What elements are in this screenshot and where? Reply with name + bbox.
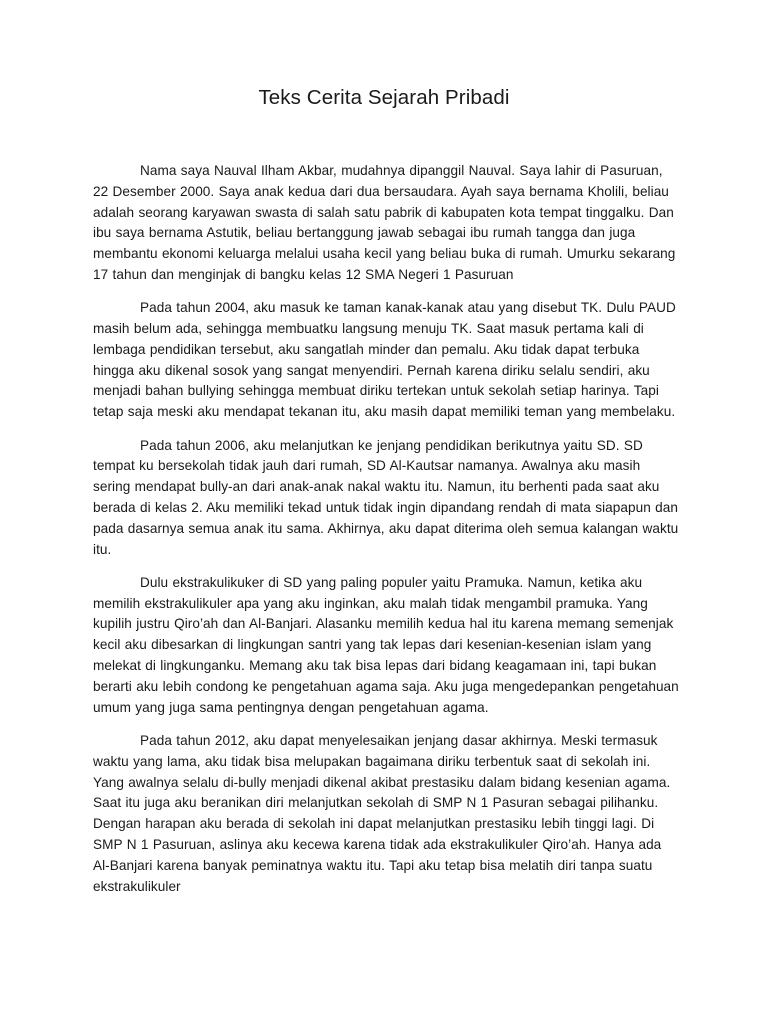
paragraph: Pada tahun 2004, aku masuk ke taman kanak-kanak atau yang disebut TK. Dulu PAUD masih belum ada, sehingga membuatku langsung menuju TK. Saat masuk pertama kali di lembaga pendidikan tersebut, aku sangatlah minder dan pemalu. Aku tidak dapat terbuka hingga aku dikenal sosok yang sangat menyendiri. Pernah karena diriku selalu sendiri, aku menjadi bahan bullying sehingga membuat diriku tertekan untuk sekolah setiap harinya. Tapi tetap saja meski aku mendapat tekanan itu, aku masih dapat memiliki teman yang membelaku. — [93, 300, 676, 420]
document-title: Teks Cerita Sejarah Pribadi — [258, 86, 510, 109]
paragraph: Dulu ekstrakulikuker di SD yang paling populer yaitu Pramuka. Namun, ketika aku memilih ekstrakulikuler apa yang aku inginkan, aku malah tidak mengambil pramuka. Yang kupilih justru Qiro’ah dan Al-Banjari. Alasanku memilih kedua hal itu karena memang semenjak kecil aku dibesarkan di lingkungan santri yang tak lepas dari kesenian-kesenian islam yang melekat di lingkunganku. Memang aku tak bisa lepas dari bidang keagamaan ini, tapi bukan berarti aku lebih condong ke pengetahuan agama saja. Aku juga mengedepankan pengetahuan umum yang juga sama pentingnya dengan pengetahuan agama. — [93, 574, 679, 715]
paragraph: Pada tahun 2012, aku dapat menyelesaikan jenjang dasar akhirnya. Meski termasuk waktu yang lama, aku tidak bisa melupakan bagaimana diriku terbentuk saat di sekolah ini. Yang awalnya selalu di-bully menjadi dikenal akibat prestasiku dalam bidang kesenian agama. Saat itu juga aku beranikan diri melanjutkan sekolah di SMP N 1 Pasuran sebagai pilihanku. Dengan harapan aku berada di sekolah ini dapat melanjutkan prestasiku lebih tinggi lagi. Di SMP N 1 Pasuruan, aslinya aku kecewa karena tidak ada ekstrakulikuler Qiro’ah. Hanya ada Al-Banjari karena banyak peminatnya waktu itu. Tapi aku tetap bisa melatih diri tanpa suatu ekstrakulikuler — [93, 732, 671, 894]
document-body — [93, 161, 681, 910]
paragraph: Nama saya Nauval Ilham Akbar, mudahnya dipanggil Nauval. Saya lahir di Pasuruan, 22 Desember 2000. Saya anak kedua dari dua bersaudara. Ayah saya bernama Kholili, beliau adalah seorang karyawan swasta di salah satu pabrik di kabupaten kota tempat tinggalku. Dan ibu saya bernama Astutik, beliau bertanggung jawab sebagai ibu rumah tangga dan juga membantu ekonomi keluarga melalui usaha kecil yang beliau buka di rumah. Umurku sekarang 17 tahun dan menginjak di bangku kelas 12 SMA Negeri 1 Pasuruan — [93, 163, 676, 282]
paragraph: Pada tahun 2006, aku melanjutkan ke jenjang pendidikan berikutnya yaitu SD. SD tempat ku bersekolah tidak jauh dari rumah, SD Al-Kautsar namanya. Awalnya aku masih sering mendapat bully-an dari anak-anak nakal waktu itu. Namun, itu berhenti pada saat aku berada di kelas 2. Aku memiliki tekad untuk tidak ingin dipandang rendah di mata siapapun dan pada dasarnya semua anak itu sama. Akhirnya, aku dapat diterima oleh semua kalangan waktu itu. — [93, 437, 679, 557]
